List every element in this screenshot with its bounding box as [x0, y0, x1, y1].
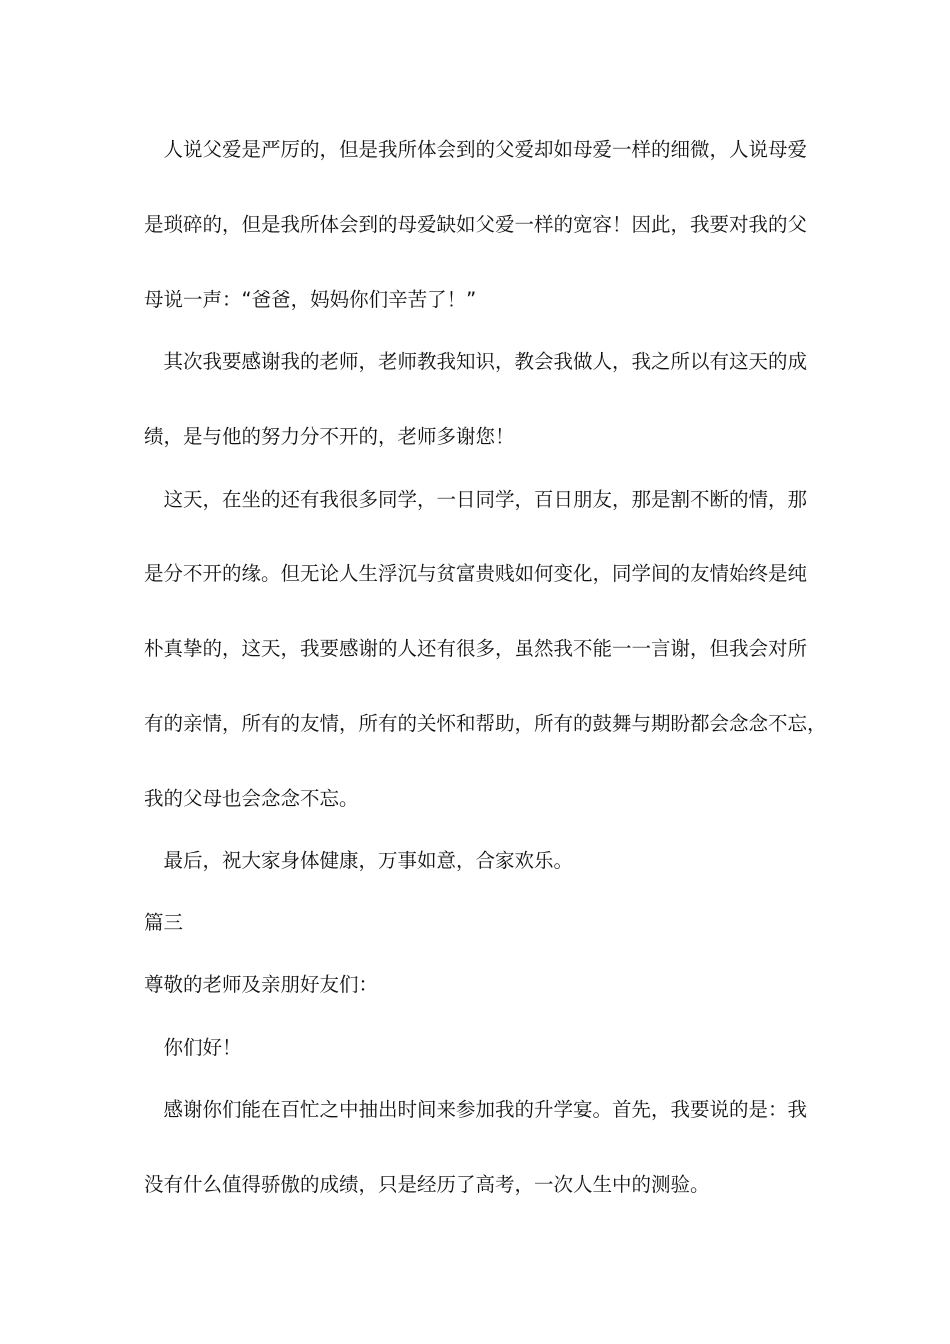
paragraph-line: 感谢你们能在百忙之中抽出时间来参加我的升学宴。首先，我要说的是：我 [144, 1098, 808, 1121]
salutation-line: 尊敬的老师及亲朋好友们： [144, 973, 379, 996]
paragraph-line: 母说一声：“爸爸，妈妈你们辛苦了！” [144, 288, 477, 311]
paragraph-line: 我的父母也会念念不忘。 [144, 787, 359, 810]
section-heading: 篇三 [144, 911, 184, 934]
paragraph-line: 绩，是与他的努力分不开的，老师多谢您！ [144, 425, 515, 448]
greeting-line: 你们好！ [144, 1036, 242, 1059]
paragraph-line: 人说父爱是严厉的，但是我所体会到的父爱却如母爱一样的细微，人说母爱 [144, 138, 808, 161]
paragraph-line: 最后，祝大家身体健康，万事如意，合家欢乐。 [144, 849, 574, 872]
paragraph-line: 有的亲情，所有的友情，所有的关怀和帮助，所有的鼓舞与期盼都会念念不忘， [144, 712, 827, 735]
paragraph-line: 朴真挚的，这天，我要感谢的人还有很多，虽然我不能一一言谢，但我会对所 [144, 637, 808, 660]
paragraph-line: 这天，在坐的还有我很多同学，一日同学，百日朋友，那是割不断的情，那 [144, 488, 808, 511]
paragraph-line: 是分不开的缘。但无论人生浮沉与贫富贵贱如何变化，同学间的友情始终是纯 [144, 562, 808, 585]
paragraph-line: 是琐碎的，但是我所体会到的母爱缺如父爱一样的宽容！因此，我要对我的父 [144, 213, 808, 236]
paragraph-line: 其次我要感谢我的老师，老师教我知识，教会我做人，我之所以有这天的成 [144, 350, 808, 373]
paragraph-line: 没有什么值得骄傲的成绩，只是经历了高考，一次人生中的测验。 [144, 1173, 710, 1196]
